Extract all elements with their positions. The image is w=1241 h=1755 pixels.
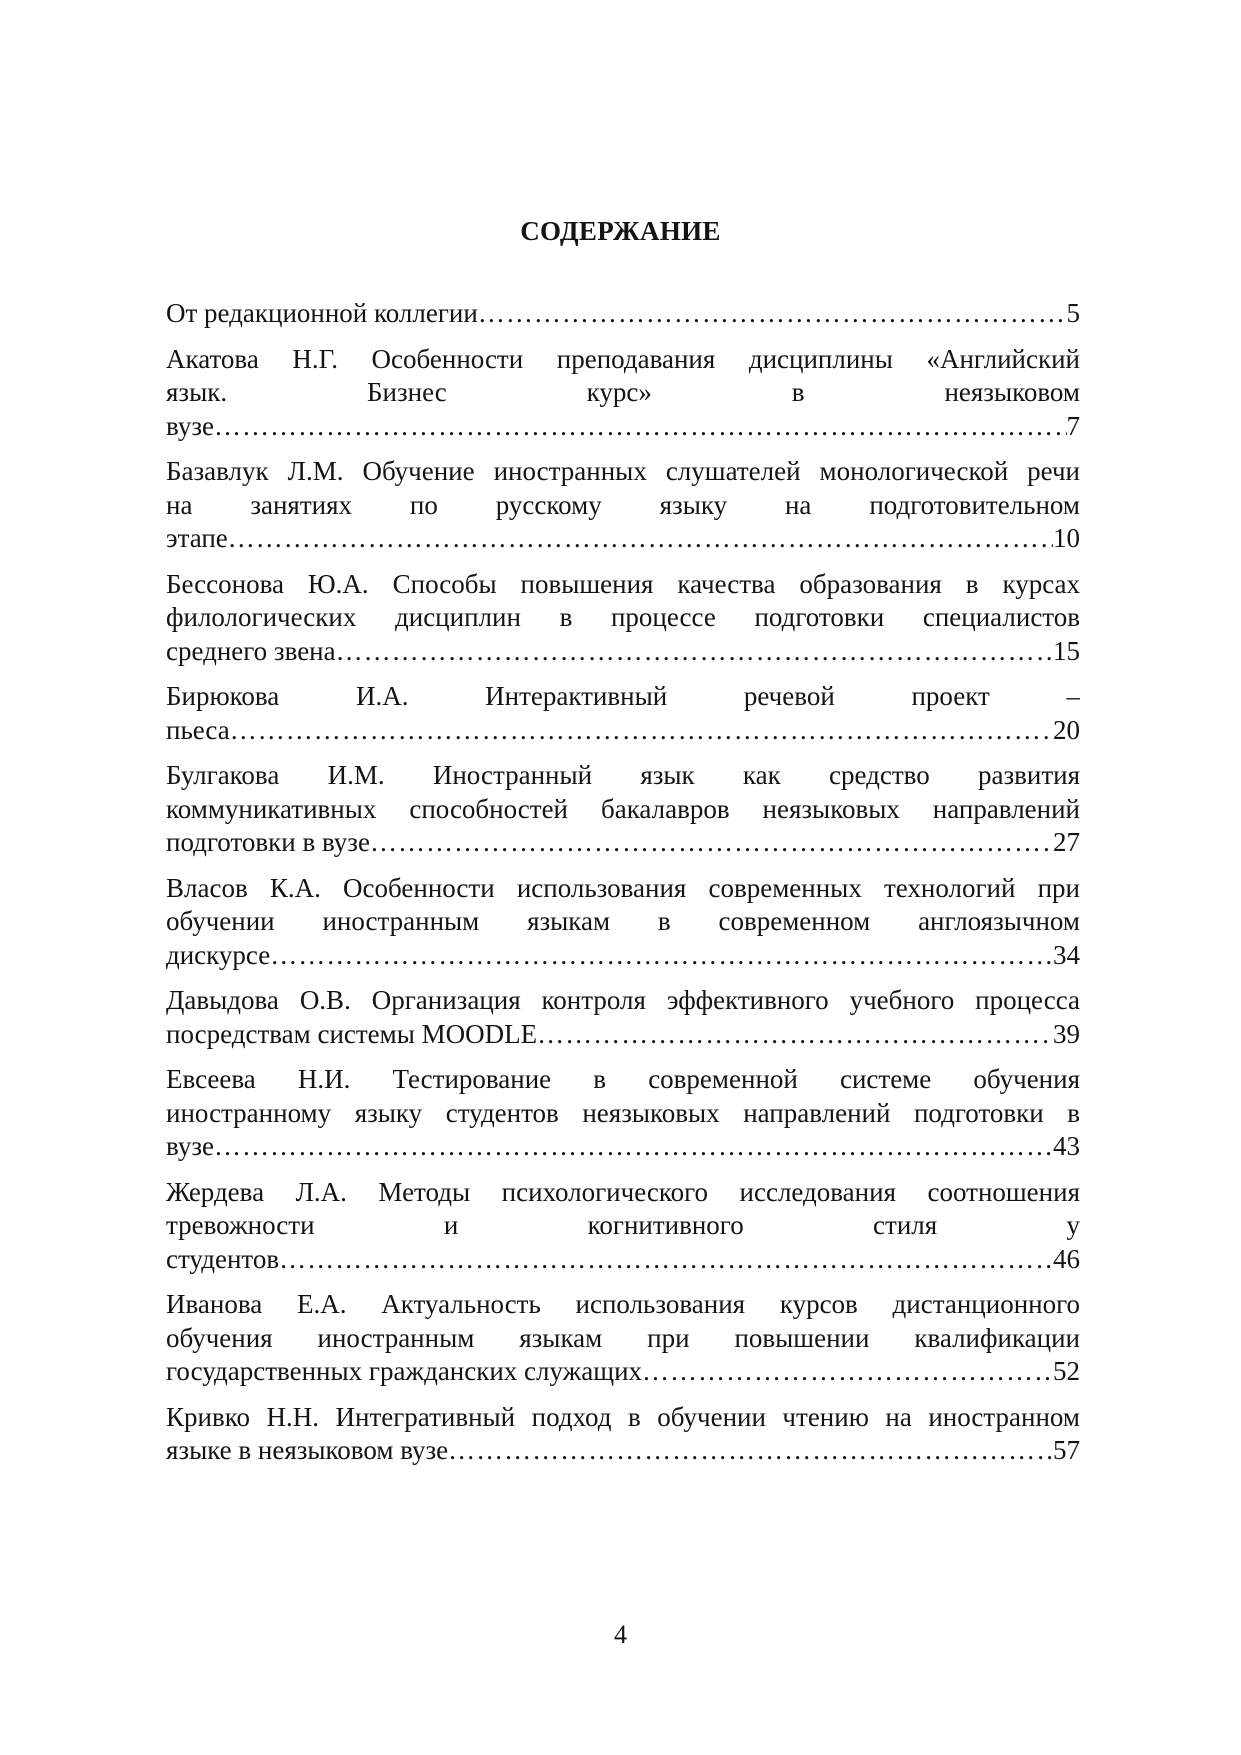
toc-entry-text: пьеса bbox=[166, 714, 230, 745]
page-number: 4 bbox=[614, 1620, 627, 1649]
toc-entry-text: студентов bbox=[166, 1243, 280, 1274]
toc-page-number: 39 bbox=[1053, 1018, 1080, 1049]
toc-entry[interactable] bbox=[166, 1288, 1080, 1389]
page-title: СОДЕРЖАНИЕ bbox=[520, 216, 721, 247]
dot-leader bbox=[214, 1130, 1053, 1164]
toc-entry[interactable] bbox=[166, 1401, 1080, 1468]
toc-page-number: 5 bbox=[1066, 298, 1080, 328]
toc-page-number: 52 bbox=[1053, 1356, 1080, 1386]
toc-entry-text: вузе bbox=[166, 410, 214, 441]
toc-entry-text: подготовки в вузе bbox=[166, 827, 370, 857]
toc-page-number: 57 bbox=[1053, 1435, 1080, 1465]
toc-entry-line: Булгакова И.М. Иностранный язык как средство развития bbox=[166, 760, 1080, 790]
toc-page-number: 43 bbox=[1053, 1131, 1080, 1161]
toc-entry-text: От редакционной коллегии bbox=[166, 298, 478, 328]
toc-entry-line: иностранному языку студентов неязыковых направлений подготовки в bbox=[166, 1097, 1080, 1128]
toc-entry[interactable] bbox=[166, 984, 1080, 1051]
toc-page-number: 7 bbox=[1066, 410, 1080, 441]
toc-entry-line: Базавлук Л.М. Обучение иностранных слушателей монологической речи bbox=[166, 456, 1080, 486]
toc-entry[interactable] bbox=[166, 759, 1080, 860]
toc-page-number: 46 bbox=[1053, 1243, 1080, 1274]
dot-leader bbox=[214, 410, 1067, 444]
dot-leader bbox=[478, 297, 1067, 331]
toc-entry-line: Кривко Н.Н. Интегративный подход в обучении чтению на иностранном bbox=[166, 1401, 1080, 1432]
toc-entry-line: обучения иностранным языкам при повышении квалификации bbox=[166, 1322, 1080, 1353]
toc-entry-last-line bbox=[166, 635, 1080, 669]
toc-entry-line: Жердева Л.А. Методы психологического исследования соотношения bbox=[166, 1176, 1080, 1207]
dot-leader bbox=[448, 1434, 1053, 1468]
toc-entry[interactable] bbox=[166, 297, 1080, 331]
dot-leader bbox=[642, 1355, 1053, 1389]
toc-entry-line: язык. Бизнес курс» в неязыковом bbox=[166, 377, 1080, 407]
toc-entry[interactable] bbox=[166, 680, 1080, 747]
toc-page-number: 15 bbox=[1053, 635, 1080, 666]
toc-entry-last-line bbox=[166, 714, 1080, 748]
toc-entry[interactable] bbox=[166, 872, 1080, 973]
toc-entry[interactable] bbox=[166, 1063, 1080, 1164]
toc-entry-text: государственных гражданских служащих bbox=[166, 1356, 643, 1386]
toc-entry-text: этапе bbox=[166, 523, 228, 553]
toc-entry[interactable] bbox=[166, 568, 1080, 669]
toc-entry-line: обучении иностранным языкам в современном англоязычном bbox=[166, 906, 1080, 936]
toc-entry-text: среднего звена bbox=[166, 635, 336, 666]
dot-leader bbox=[336, 635, 1053, 669]
toc-entry-last-line bbox=[166, 1434, 1080, 1468]
toc-entry-text: вузе bbox=[166, 1131, 214, 1161]
toc-entry-text: языке в неязыковом вузе bbox=[166, 1435, 449, 1465]
toc-entry-line: коммуникативных способностей бакалавров неязыковых направлений bbox=[166, 793, 1080, 824]
dot-leader bbox=[270, 939, 1053, 973]
toc-entry-line: на занятиях по русскому языку на подготовительном bbox=[166, 489, 1080, 520]
dot-leader bbox=[537, 1018, 1053, 1052]
toc-entry-last-line bbox=[166, 826, 1080, 860]
toc-entry-text: посредствам системы MOODLE bbox=[166, 1018, 538, 1049]
toc-entry-line: тревожности и когнитивного стиля у bbox=[166, 1210, 1080, 1240]
toc-entry-text: дискурсе bbox=[166, 939, 271, 970]
toc-entry-last-line bbox=[166, 522, 1080, 556]
dot-leader bbox=[370, 826, 1053, 860]
toc-entry-last-line bbox=[166, 410, 1080, 444]
toc-entry-line: Акатова Н.Г. Особенности преподавания дисциплины «Английский bbox=[166, 343, 1080, 374]
toc-entry-last-line bbox=[166, 1355, 1080, 1389]
toc-entry-last-line bbox=[166, 1243, 1080, 1277]
toc-page-number: 27 bbox=[1053, 827, 1080, 857]
toc-entry-line: филологических дисциплин в процессе подготовки специалистов bbox=[166, 602, 1080, 632]
dot-leader bbox=[228, 522, 1053, 556]
toc-entry[interactable] bbox=[166, 1176, 1080, 1277]
toc-page-number: 20 bbox=[1053, 714, 1080, 745]
dot-leader bbox=[230, 714, 1053, 748]
toc-page-number: 34 bbox=[1053, 939, 1080, 970]
toc-entry-last-line bbox=[166, 1018, 1080, 1052]
toc-entry[interactable] bbox=[166, 455, 1080, 556]
toc-entry-line: Бирюкова И.А. Интерактивный речевой проект – bbox=[166, 681, 1080, 711]
toc-entry-line: Давыдова О.В. Организация контроля эффективного учебного процесса bbox=[166, 985, 1080, 1015]
toc-entry-line: Евсеева Н.И. Тестирование в современной системе обучения bbox=[166, 1064, 1080, 1094]
toc-entry[interactable] bbox=[166, 343, 1080, 444]
table-of-contents bbox=[166, 297, 1080, 1480]
toc-entry-line: Власов К.А. Особенности использования современных технологий при bbox=[166, 872, 1080, 903]
toc-entry-last-line bbox=[166, 297, 1080, 331]
toc-page-number: 10 bbox=[1053, 523, 1080, 553]
toc-entry-line: Бессонова Ю.А. Способы повышения качества образования в курсах bbox=[166, 568, 1080, 599]
dot-leader bbox=[279, 1243, 1053, 1277]
toc-entry-last-line bbox=[166, 1130, 1080, 1164]
toc-entry-last-line bbox=[166, 939, 1080, 973]
toc-entry-line: Иванова Е.А. Актуальность использования курсов дистанционного bbox=[166, 1289, 1080, 1319]
